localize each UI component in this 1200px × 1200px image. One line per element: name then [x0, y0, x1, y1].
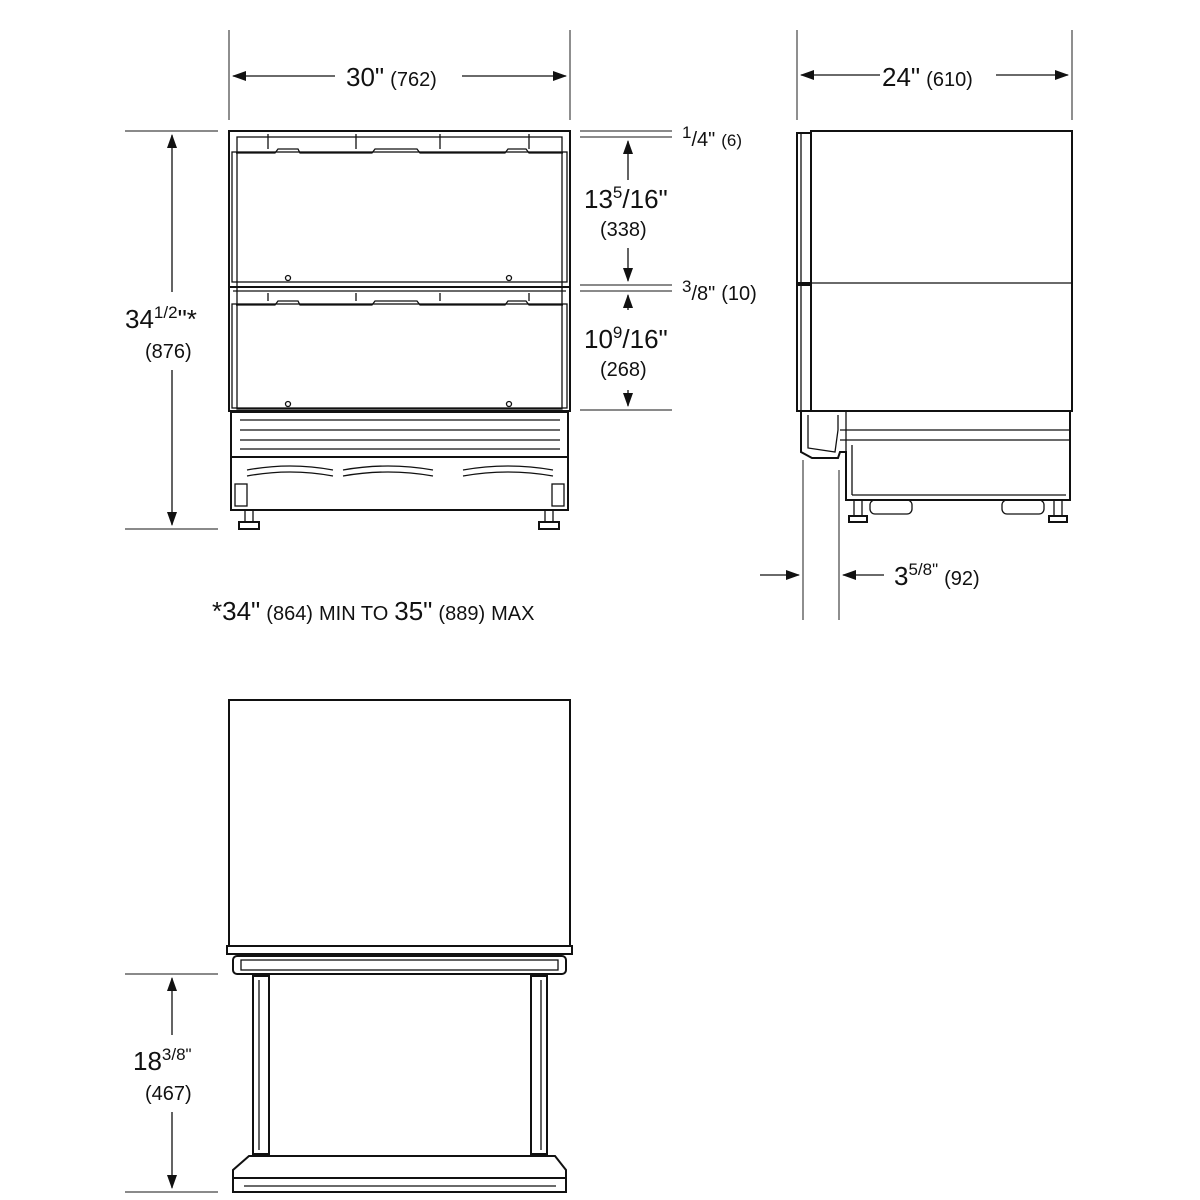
svg-text:*34"(864)MIN TO35"(889)MAX: *34" (864) MIN TO 35" (889) MAX [212, 596, 535, 626]
front-view [229, 131, 570, 529]
svg-text:341/2"*: $34^{1/2}"*$ [125, 303, 197, 334]
svg-text:3/8"(10): $^3$/8" (10) [682, 277, 757, 305]
svg-text:35/8"(92): $3^{5/8"}$ $_{(92)}$ [894, 560, 980, 591]
lower-drawer-label [584, 323, 668, 381]
svg-text:24"(610): 24" (610) [882, 62, 973, 92]
svg-text:109/16": $10^9/16$" [584, 323, 668, 354]
front-dimensions [125, 30, 672, 529]
svg-text:(467): (467) [145, 1083, 192, 1105]
svg-text:30"(762): 30" (762) [346, 62, 437, 92]
svg-text:(268): (268) [600, 359, 647, 381]
top-gap-label [682, 123, 742, 151]
drawer-open-view [227, 700, 572, 1192]
side-dimensions [760, 30, 1072, 620]
side-view [797, 131, 1072, 522]
height-note [212, 596, 534, 626]
door-offset-label [894, 560, 980, 591]
svg-text:135/16": $13^5/16$" [584, 183, 668, 214]
depth-label [882, 62, 973, 92]
svg-text:(876): (876) [145, 341, 192, 363]
svg-text:1/4"(6): $^1$/4" (6) [682, 123, 743, 151]
middle-gap-label [682, 277, 757, 305]
drawer-extension-label [133, 1045, 192, 1105]
svg-text:183/8": $18^{3/8"}$ [133, 1045, 192, 1076]
width-label [346, 62, 437, 92]
upper-drawer-label [584, 183, 668, 241]
svg-text:(338): (338) [600, 219, 647, 241]
height-label [125, 303, 197, 363]
